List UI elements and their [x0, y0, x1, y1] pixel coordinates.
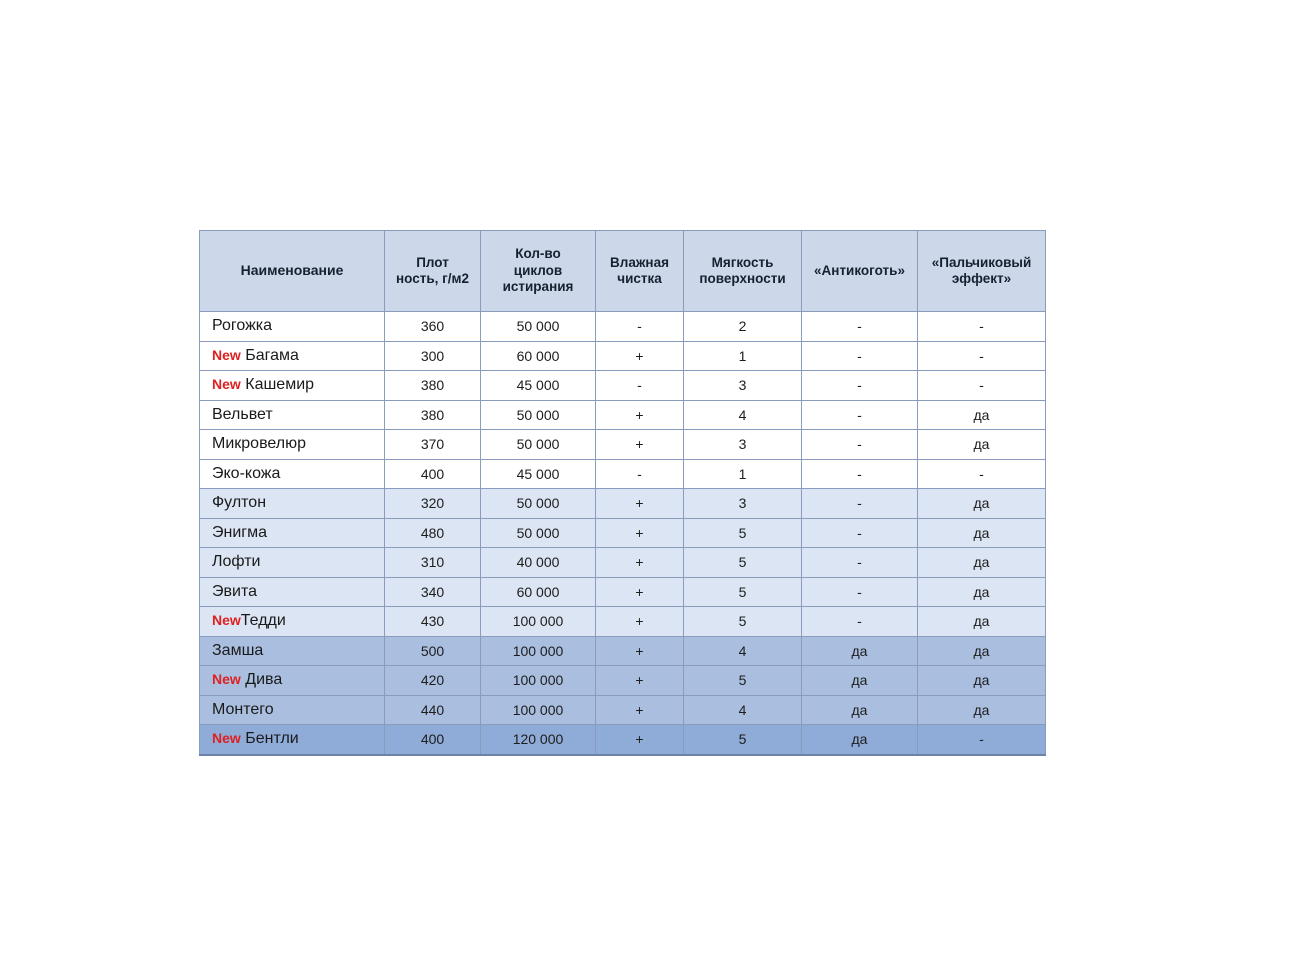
cell-abrasion-cycles: 50 000: [481, 312, 596, 342]
cell-fabric-name: [200, 695, 385, 725]
cell-anticlaw: да: [802, 725, 918, 755]
cell-softness: 2: [684, 312, 802, 342]
cell-finger-effect: да: [918, 430, 1046, 460]
cell-density: 380: [385, 371, 481, 401]
fabric-comparison-table: [199, 230, 1046, 756]
column-header-cycles: [481, 231, 596, 312]
cell-finger-effect: да: [918, 607, 1046, 637]
cell-wet-cleaning: +: [596, 725, 684, 755]
column-header-anticlaw-label: «Антикоготь»: [814, 262, 905, 278]
cell-abrasion-cycles: 120 000: [481, 725, 596, 755]
cell-softness: 5: [684, 518, 802, 548]
cell-anticlaw: да: [802, 695, 918, 725]
column-header-cycles-line1: Кол-во: [515, 246, 561, 262]
table-row: [200, 312, 1046, 342]
cell-finger-effect: -: [918, 341, 1046, 371]
cell-anticlaw: -: [802, 400, 918, 430]
fabric-name-label: Кашемир: [240, 376, 315, 394]
new-badge: New: [212, 671, 241, 688]
cell-fabric-name: [200, 518, 385, 548]
cell-wet-cleaning: +: [596, 400, 684, 430]
table-row: [200, 577, 1046, 607]
cell-anticlaw: -: [802, 518, 918, 548]
cell-wet-cleaning: +: [596, 636, 684, 666]
table-row: [200, 518, 1046, 548]
cell-abrasion-cycles: 100 000: [481, 607, 596, 637]
column-header-softness-line1: Мягкость: [711, 254, 774, 270]
cell-finger-effect: да: [918, 695, 1046, 725]
table-row: [200, 607, 1046, 637]
cell-finger-effect: -: [918, 312, 1046, 342]
cell-wet-cleaning: -: [596, 371, 684, 401]
cell-softness: 5: [684, 577, 802, 607]
cell-finger-effect: да: [918, 489, 1046, 519]
cell-fabric-name: [200, 459, 385, 489]
new-badge: New: [212, 730, 241, 747]
table-header: [200, 231, 1046, 312]
cell-anticlaw: -: [802, 548, 918, 578]
cell-density: 400: [385, 459, 481, 489]
cell-density: 400: [385, 725, 481, 755]
fabric-name-label: Багама: [240, 346, 299, 364]
fabric-name-label: Лофти: [212, 553, 261, 571]
cell-density: 360: [385, 312, 481, 342]
column-header-wet-cleaning: [596, 231, 684, 312]
cell-anticlaw: -: [802, 607, 918, 637]
column-header-wet-line2: чистка: [617, 271, 662, 286]
cell-anticlaw: -: [802, 489, 918, 519]
cell-anticlaw: -: [802, 312, 918, 342]
fabric-name-label: Энигма: [212, 523, 268, 541]
cell-finger-effect: -: [918, 371, 1046, 401]
column-header-density-line2: ность, г/м2: [395, 271, 469, 286]
cell-density: 480: [385, 518, 481, 548]
cell-wet-cleaning: +: [596, 341, 684, 371]
cell-density: 340: [385, 577, 481, 607]
cell-abrasion-cycles: 50 000: [481, 489, 596, 519]
cell-anticlaw: -: [802, 430, 918, 460]
cell-softness: 5: [684, 666, 802, 696]
cell-anticlaw: -: [802, 459, 918, 489]
cell-abrasion-cycles: 60 000: [481, 577, 596, 607]
cell-fabric-name: [200, 636, 385, 666]
cell-abrasion-cycles: 60 000: [481, 341, 596, 371]
fabric-name-label: Замша: [212, 641, 264, 659]
cell-abrasion-cycles: 100 000: [481, 666, 596, 696]
cell-density: 420: [385, 666, 481, 696]
column-header-density-line1: Плот: [416, 254, 449, 270]
cell-wet-cleaning: +: [596, 548, 684, 578]
column-header-finger-line2: эффект»: [951, 271, 1012, 286]
cell-anticlaw: -: [802, 371, 918, 401]
cell-abrasion-cycles: 50 000: [481, 400, 596, 430]
cell-fabric-name: [200, 577, 385, 607]
cell-fabric-name: [200, 548, 385, 578]
column-header-name: [200, 231, 385, 312]
cell-finger-effect: да: [918, 400, 1046, 430]
cell-density: 310: [385, 548, 481, 578]
cell-softness: 4: [684, 636, 802, 666]
table-row: [200, 666, 1046, 696]
table-row: [200, 548, 1046, 578]
cell-fabric-name: [200, 341, 385, 371]
cell-anticlaw: да: [802, 636, 918, 666]
cell-fabric-name: [200, 430, 385, 460]
cell-softness: 1: [684, 341, 802, 371]
table-row: [200, 459, 1046, 489]
column-header-finger-effect: [918, 231, 1046, 312]
cell-anticlaw: да: [802, 666, 918, 696]
column-header-name-label: Наименование: [240, 262, 344, 279]
cell-softness: 4: [684, 695, 802, 725]
new-badge: New: [212, 346, 241, 363]
cell-finger-effect: -: [918, 725, 1046, 755]
table-body: [200, 312, 1046, 755]
cell-wet-cleaning: +: [596, 430, 684, 460]
column-header-wet-line1: Влажная: [610, 254, 669, 270]
cell-wet-cleaning: +: [596, 577, 684, 607]
column-header-softness-line2: поверхности: [699, 271, 786, 286]
cell-finger-effect: да: [918, 518, 1046, 548]
cell-softness: 5: [684, 725, 802, 755]
cell-fabric-name: [200, 400, 385, 430]
cell-finger-effect: да: [918, 636, 1046, 666]
column-header-density: [385, 231, 481, 312]
cell-wet-cleaning: +: [596, 695, 684, 725]
cell-wet-cleaning: -: [596, 459, 684, 489]
cell-softness: 3: [684, 430, 802, 460]
cell-abrasion-cycles: 50 000: [481, 430, 596, 460]
fabric-name-label: Монтего: [212, 700, 274, 718]
column-header-anticlaw: [802, 231, 918, 312]
fabric-name-label: Вельвет: [212, 405, 273, 423]
new-badge: New: [212, 612, 241, 629]
cell-fabric-name: [200, 312, 385, 342]
cell-abrasion-cycles: 45 000: [481, 371, 596, 401]
table-row: [200, 430, 1046, 460]
cell-fabric-name: [200, 725, 385, 755]
table-row: [200, 341, 1046, 371]
cell-abrasion-cycles: 50 000: [481, 518, 596, 548]
cell-softness: 1: [684, 459, 802, 489]
cell-finger-effect: да: [918, 577, 1046, 607]
cell-fabric-name: [200, 607, 385, 637]
cell-density: 300: [385, 341, 481, 371]
cell-abrasion-cycles: 100 000: [481, 636, 596, 666]
column-header-cycles-line3: истирания: [502, 279, 574, 295]
cell-density: 430: [385, 607, 481, 637]
cell-finger-effect: да: [918, 666, 1046, 696]
cell-fabric-name: [200, 489, 385, 519]
cell-softness: 3: [684, 371, 802, 401]
cell-abrasion-cycles: 40 000: [481, 548, 596, 578]
table-row: [200, 636, 1046, 666]
column-header-finger-line1: «Пальчиковый: [931, 254, 1032, 270]
table-row: [200, 489, 1046, 519]
cell-softness: 5: [684, 607, 802, 637]
cell-density: 380: [385, 400, 481, 430]
fabric-name-label: Микровелюр: [212, 435, 306, 453]
cell-finger-effect: -: [918, 459, 1046, 489]
cell-softness: 4: [684, 400, 802, 430]
cell-wet-cleaning: +: [596, 666, 684, 696]
cell-wet-cleaning: +: [596, 489, 684, 519]
cell-fabric-name: [200, 371, 385, 401]
cell-fabric-name: [200, 666, 385, 696]
cell-abrasion-cycles: 45 000: [481, 459, 596, 489]
fabric-name-label: Рогожка: [212, 317, 273, 335]
fabric-name-label: Фултон: [212, 494, 267, 512]
table-row: [200, 371, 1046, 401]
new-badge: New: [212, 376, 241, 393]
cell-density: 370: [385, 430, 481, 460]
column-header-cycles-line2: циклов: [513, 262, 563, 278]
table-header-row: [200, 231, 1046, 312]
fabric-name-label: Дива: [240, 671, 283, 689]
cell-density: 320: [385, 489, 481, 519]
cell-wet-cleaning: +: [596, 518, 684, 548]
cell-anticlaw: -: [802, 341, 918, 371]
cell-softness: 5: [684, 548, 802, 578]
table-row: [200, 695, 1046, 725]
cell-density: 500: [385, 636, 481, 666]
cell-wet-cleaning: +: [596, 607, 684, 637]
cell-abrasion-cycles: 100 000: [481, 695, 596, 725]
cell-density: 440: [385, 695, 481, 725]
fabric-name-label: Эко-кожа: [212, 464, 281, 482]
cell-wet-cleaning: -: [596, 312, 684, 342]
table-row: [200, 725, 1046, 755]
cell-softness: 3: [684, 489, 802, 519]
fabric-name-label: Эвита: [212, 582, 257, 600]
table-row: [200, 400, 1046, 430]
fabric-table-container: [199, 230, 1045, 756]
fabric-name-label: Тедди: [240, 612, 286, 630]
cell-finger-effect: да: [918, 548, 1046, 578]
fabric-name-label: Бентли: [240, 730, 299, 748]
cell-anticlaw: -: [802, 577, 918, 607]
column-header-softness: [684, 231, 802, 312]
